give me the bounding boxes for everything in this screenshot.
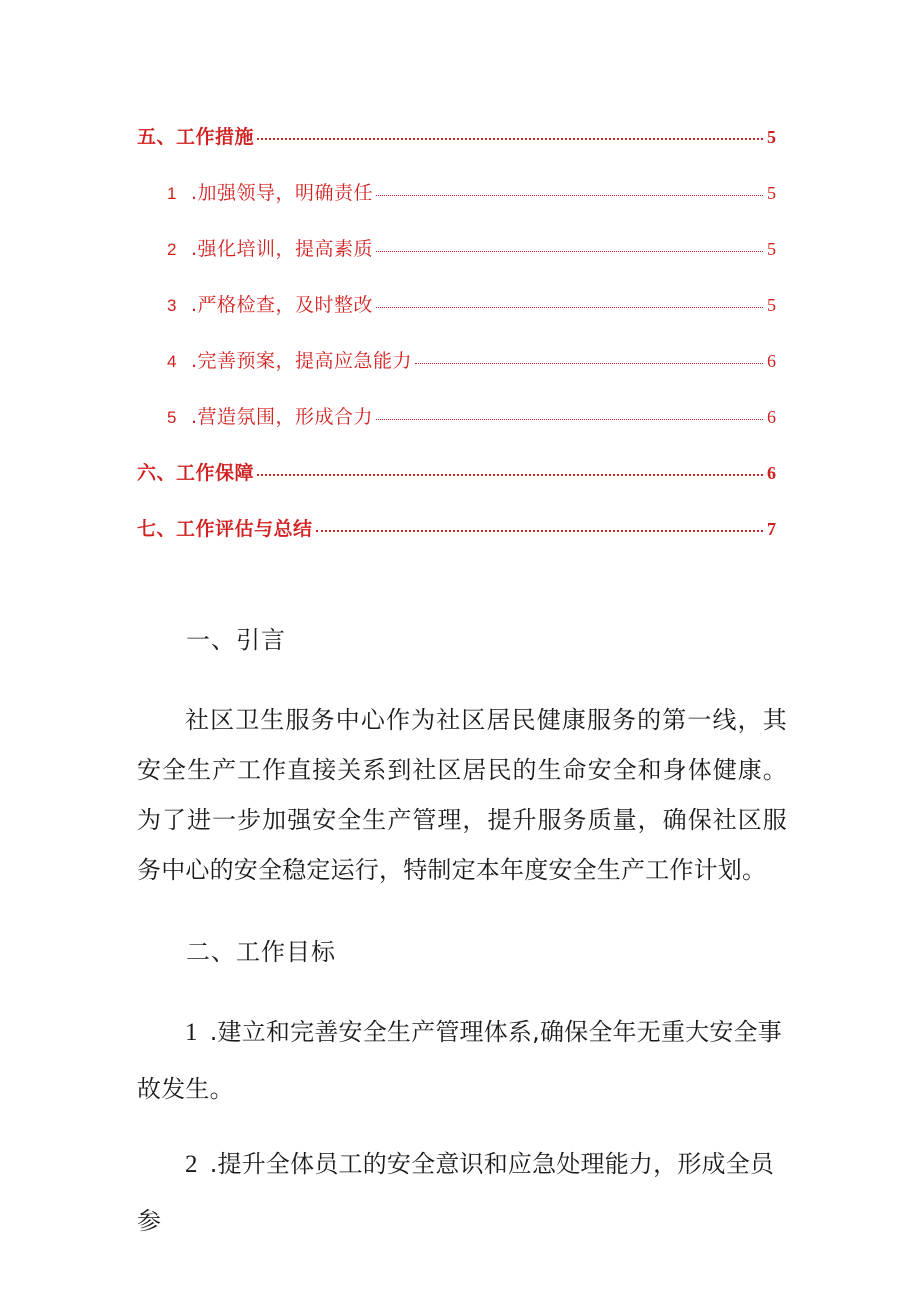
toc-entry-section-6[interactable] xyxy=(137,458,776,488)
toc-page-number: 6 xyxy=(767,463,776,483)
toc-entry-text: .严格检查，及时整改 xyxy=(191,294,374,316)
toc-entry-5-4[interactable] xyxy=(167,346,776,376)
toc-entry-number: 5 xyxy=(167,408,177,427)
toc-dot-leader xyxy=(376,251,763,252)
toc-entry-number: 1 xyxy=(167,184,177,203)
toc-page-number: 5 xyxy=(767,127,776,147)
toc-entry-text: 六、工作保障 xyxy=(137,462,255,484)
toc-entry-number: 3 xyxy=(167,296,177,315)
toc-page-number: 6 xyxy=(767,351,776,371)
toc-page-number: 5 xyxy=(767,295,776,315)
toc-dot-leader xyxy=(376,195,763,196)
goal-item-text: .建立和完善安全生产管理体系,确保全年无重大安全事故发生。 xyxy=(137,1018,782,1103)
section-heading-introduction: 一、引言 xyxy=(186,626,286,654)
toc-dot-leader xyxy=(257,138,763,140)
toc-page-number: 6 xyxy=(767,407,776,427)
goal-item-text: .提升全体员工的安全意识和应急处理能力，形成全员参 xyxy=(137,1150,775,1235)
toc-dot-leader xyxy=(376,419,763,420)
goal-item-number: 2 xyxy=(185,1151,198,1178)
toc-entry-text: .强化培训，提高素质 xyxy=(191,238,374,260)
goal-item-number: 1 xyxy=(185,1019,198,1046)
toc-entry-text: .完善预案，提高应急能力 xyxy=(191,350,413,372)
toc-page-number: 5 xyxy=(767,239,776,259)
toc-entry-5-1[interactable] xyxy=(167,178,776,208)
toc-dot-leader xyxy=(257,474,763,476)
toc-dot-leader xyxy=(376,307,763,308)
toc-entry-text: .加强领导，明确责任 xyxy=(191,182,374,204)
goal-item-1 xyxy=(137,1004,787,1117)
toc-entry-5-5[interactable] xyxy=(167,402,776,432)
goal-item-2 xyxy=(137,1136,787,1249)
toc-entry-5-3[interactable] xyxy=(167,290,776,320)
section-heading-goals: 二、工作目标 xyxy=(186,938,336,966)
toc-entry-number: 2 xyxy=(167,240,177,259)
introduction-paragraph: 社区卫生服务中心作为社区居民健康服务的第一线，其安全生产工作直接关系到社区居民的生命安全和身体健康。为了进一步加强安全生产管理，提升服务质量，确保社区服务中心的安全稳定运行，特制定本年度安全生产工作计划。 xyxy=(137,706,787,884)
toc-entry-section-5[interactable] xyxy=(137,122,776,152)
toc-dot-leader xyxy=(415,363,763,364)
toc-page-number: 5 xyxy=(767,183,776,203)
toc-dot-leader xyxy=(316,530,763,532)
toc-entry-section-7[interactable] xyxy=(137,514,776,544)
toc-entry-text: .营造氛围，形成合力 xyxy=(191,406,374,428)
toc-entry-text: 七、工作评估与总结 xyxy=(137,518,313,540)
toc-entry-number: 4 xyxy=(167,352,177,371)
toc-entry-text: 五、工作措施 xyxy=(137,126,255,148)
toc-entry-5-2[interactable] xyxy=(167,234,776,264)
toc-page-number: 7 xyxy=(767,519,776,539)
